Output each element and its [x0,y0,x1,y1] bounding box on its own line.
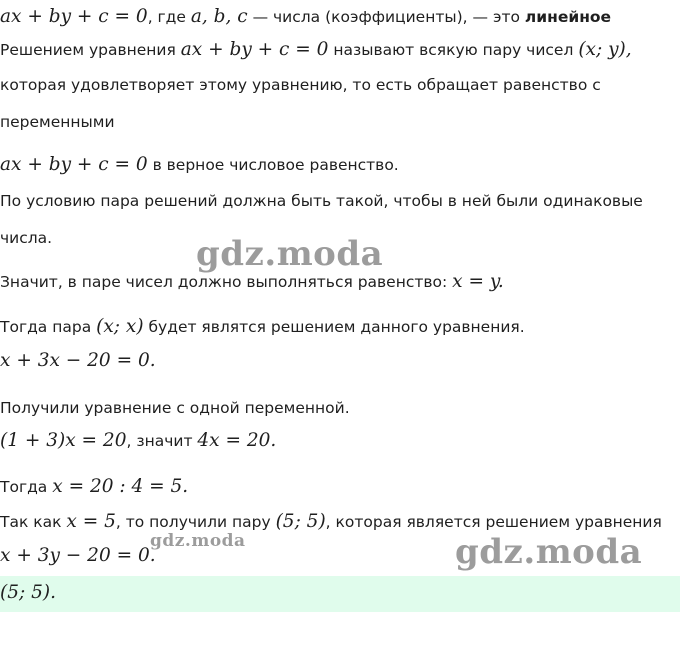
answer [0,580,56,606]
watermark-logo: gdz.moda [150,531,246,551]
line-3 [0,74,601,96]
formula-equation: ax + by + c = 0 [180,39,329,60]
text: Значит, в паре чисел должно выполняться равенство: [0,273,453,291]
line-4 [0,111,115,133]
line-2 [0,39,632,61]
formula-x-value: x = 5 [66,511,116,532]
text: называют всякую пару чисел [328,41,579,59]
formula-simplified: 4x = 20. [197,430,277,451]
formula-equality: x = y. [452,271,504,292]
formula-pair: (x; x) [96,316,144,337]
text: числа. [0,229,53,247]
text: , то получили пару [115,513,276,531]
watermark-logo: gdz.moda [455,532,643,572]
formula-pair: (x; y), [578,39,632,60]
line-15 [0,545,156,567]
text: Так как [0,513,67,531]
answer-box [0,576,680,612]
text: которая удовлетворяет этому уравнению, то есть обращает равенство с [0,76,601,94]
watermark-logo: gdz.moda [196,234,384,274]
line-10 [0,350,156,372]
answer-pair: (5; 5). [0,582,56,603]
line-12 [0,430,276,452]
line-8 [0,271,504,293]
formula-linear-equation: ax + by + c = 0 [0,6,148,27]
formula-grouped: (1 + 3)x = 20 [0,430,127,451]
line-1 [0,6,611,28]
line-7 [0,227,52,249]
text: Тогда [0,478,53,496]
text: , где [147,8,191,26]
text: Тогда пара [0,318,97,336]
text: Решением уравнения [0,41,181,59]
line-11 [0,397,350,419]
formula-substituted: x + 3x − 20 = 0. [0,350,156,371]
line-9 [0,316,525,338]
line-13 [0,476,188,498]
text: в верное числовое равенство. [147,156,399,174]
formula-pair: (5; 5) [275,511,326,532]
line-14 [0,511,662,533]
line-5 [0,154,399,176]
line-6 [0,190,643,212]
formula-equation: ax + by + c = 0 [0,154,148,175]
formula-original-equation: x + 3y − 20 = 0. [0,545,156,566]
formula-coefficients: a, b, c [190,6,248,27]
text: , значит [126,432,198,450]
text: переменными [0,113,115,131]
bold-term: линейное [524,8,612,26]
text: — числа (коэффициенты), — это [247,8,525,26]
text: , которая является решением уравнения [325,513,662,531]
text: будет являтся решением данного уравнения. [143,318,525,336]
formula-solution: x = 20 : 4 = 5. [52,476,189,497]
text: Получили уравнение с одной переменной. [0,399,350,417]
text: По условию пара решений должна быть такой, чтобы в ней были одинаковые [0,192,643,210]
